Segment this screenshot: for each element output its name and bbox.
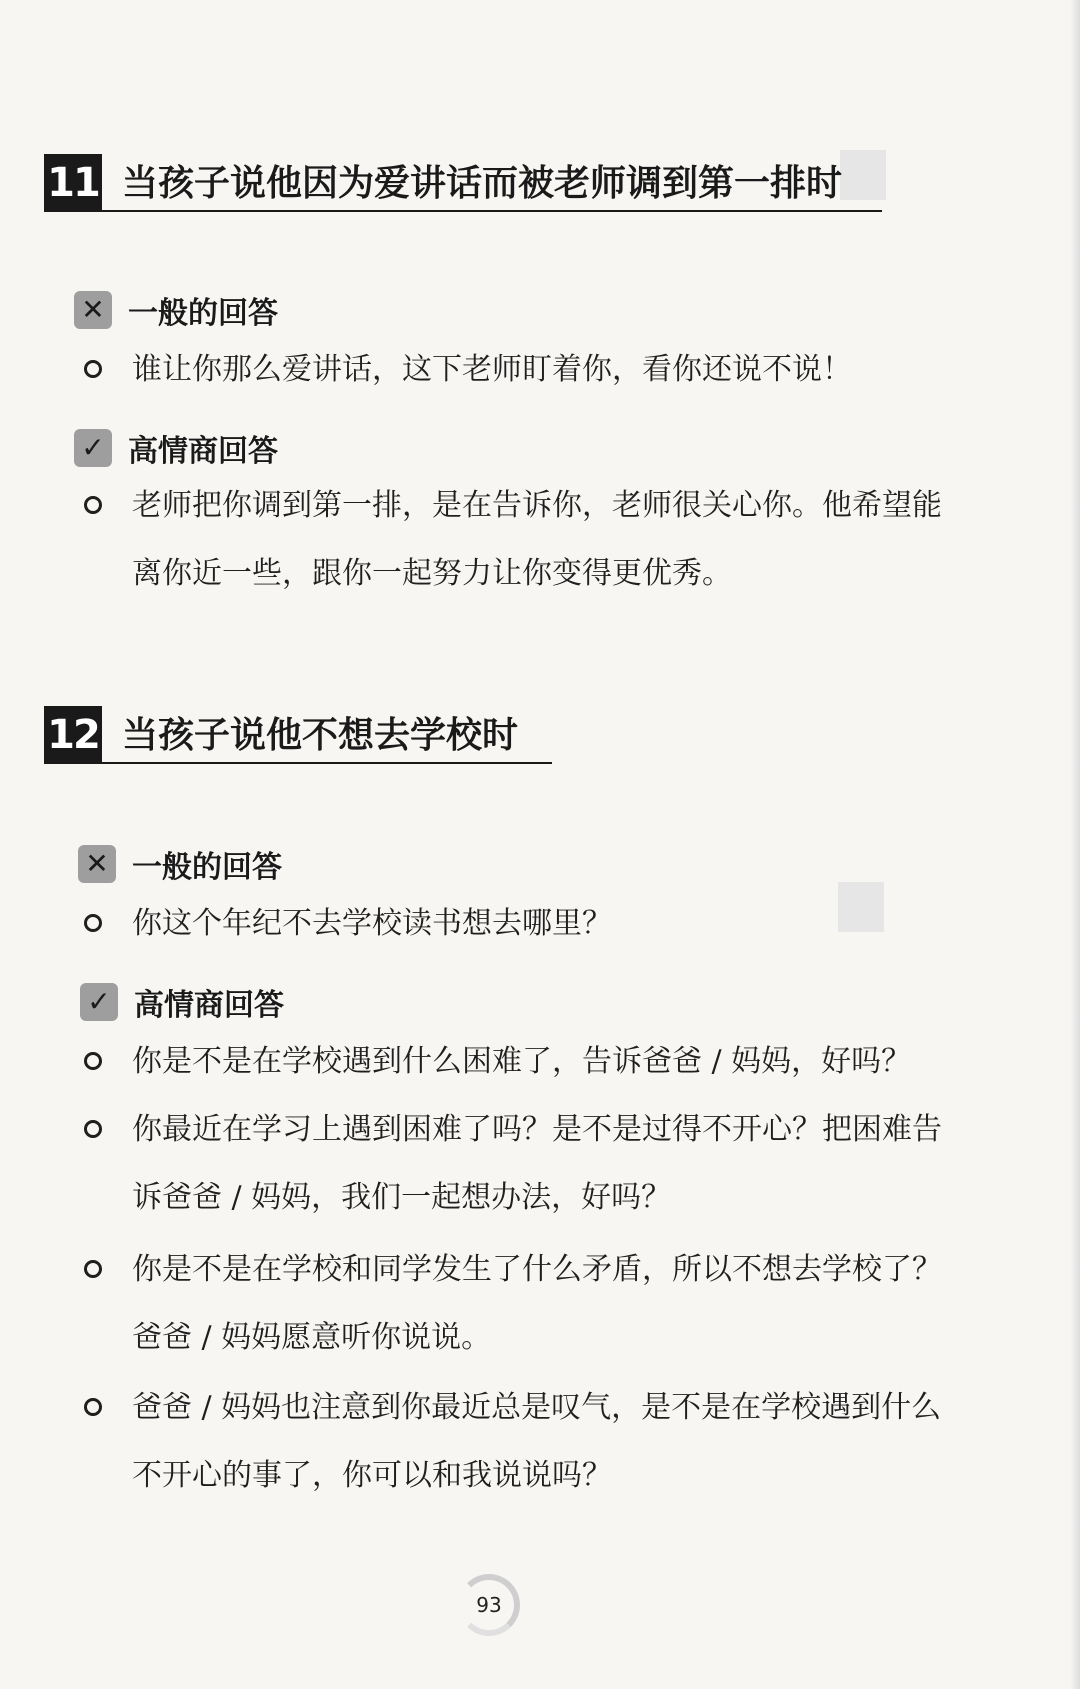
circle-bullet-icon <box>84 914 102 932</box>
label-text: 高情商回答 <box>134 988 284 1023</box>
cross-icon: ✕ <box>78 845 116 883</box>
section-header-12 <box>44 700 552 764</box>
circle-bullet-icon <box>84 496 102 514</box>
section-header-11 <box>44 148 882 212</box>
circle-bullet-icon <box>84 1260 102 1278</box>
circle-bullet-icon <box>84 1120 102 1138</box>
list-item <box>84 1374 964 1510</box>
eq-answer-label <box>80 980 284 1024</box>
list-item <box>84 890 964 958</box>
label-text: 一般的回答 <box>132 850 282 885</box>
list-item <box>84 1028 964 1096</box>
check-icon: ✓ <box>80 983 118 1021</box>
section-title: 当孩子说他不想去学校时 <box>102 714 552 764</box>
item-text: 你这个年纪不去学校读书想去哪里？ <box>132 906 612 941</box>
check-icon: ✓ <box>74 429 112 467</box>
circle-bullet-icon <box>84 1052 102 1070</box>
item-text: 你最近在学习上遇到困难了吗？是不是过得不开心？把困难告诉爸爸 / 妈妈，我们一起想办法，好吗？ <box>132 1112 942 1215</box>
label-text: 一般的回答 <box>128 296 278 331</box>
item-text: 你是不是在学校遇到什么困难了，告诉爸爸 / 妈妈，好吗？ <box>132 1044 912 1079</box>
item-text: 老师把你调到第一排，是在告诉你，老师很关心你。他希望能离你近一些，跟你一起努力让你变得更优秀。 <box>132 488 942 591</box>
circle-bullet-icon <box>84 1398 102 1416</box>
page-edge-shadow <box>1070 0 1080 1689</box>
page-number: 93 <box>458 1574 520 1636</box>
normal-answer-label <box>74 288 278 332</box>
section-number: 12 <box>44 706 102 764</box>
list-item <box>84 1236 964 1372</box>
normal-answer-label <box>78 842 282 886</box>
list-item <box>84 336 964 404</box>
section-title: 当孩子说他因为爱讲话而被老师调到第一排时 <box>102 162 882 212</box>
item-text: 谁让你那么爱讲话，这下老师盯着你，看你还说不说！ <box>132 352 852 387</box>
list-item <box>84 1096 964 1232</box>
item-text: 爸爸 / 妈妈也注意到你最近总是叹气，是不是在学校遇到什么不开心的事了，你可以和我说说吗？ <box>132 1390 942 1493</box>
circle-bullet-icon <box>84 360 102 378</box>
label-text: 高情商回答 <box>128 434 278 469</box>
section-number: 11 <box>44 154 102 212</box>
list-item <box>84 472 964 608</box>
eq-answer-label <box>74 426 278 470</box>
item-text: 你是不是在学校和同学发生了什么矛盾，所以不想去学校了？爸爸 / 妈妈愿意听你说说。 <box>132 1252 942 1355</box>
cross-icon: ✕ <box>74 291 112 329</box>
